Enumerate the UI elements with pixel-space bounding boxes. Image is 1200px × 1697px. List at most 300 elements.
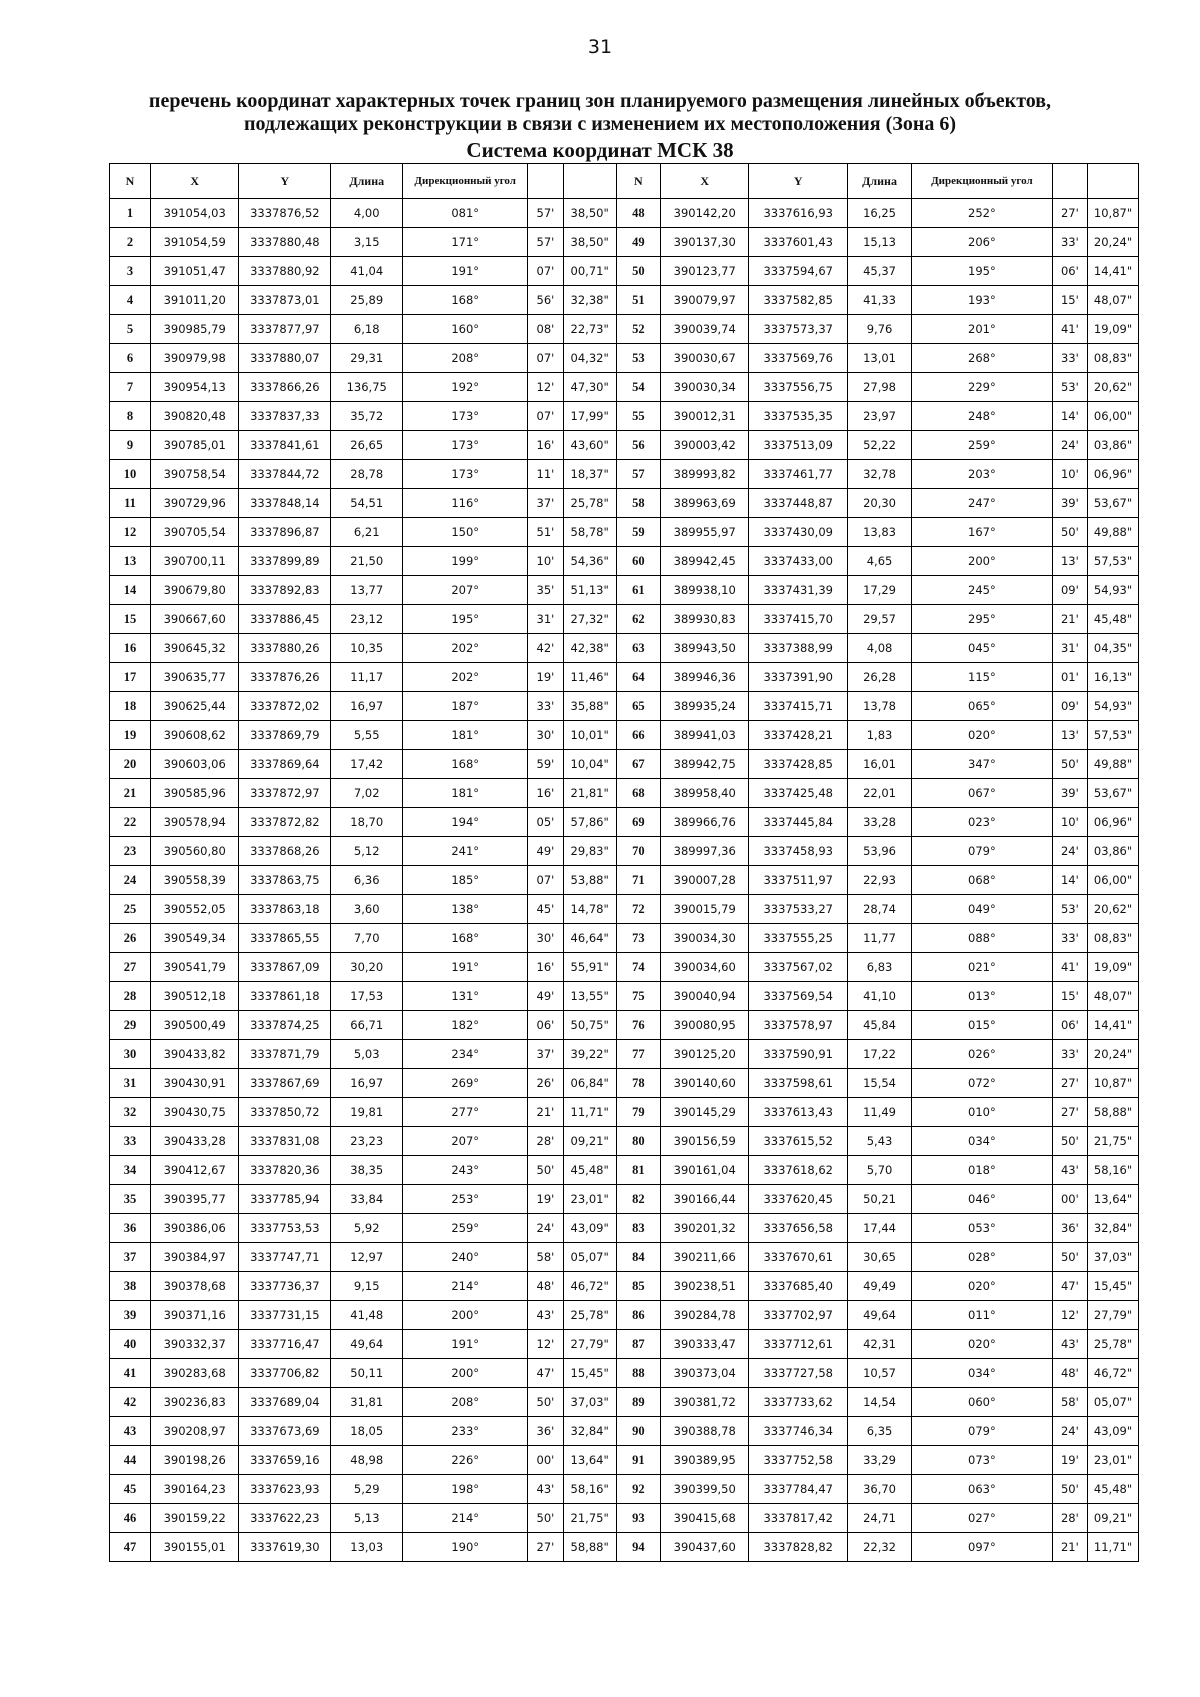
cell-n: 32 [110, 1098, 151, 1127]
cell-x: 390236,83 [150, 1388, 239, 1417]
cell-angle-seconds: 45,48" [563, 1156, 616, 1185]
cell-angle-minutes: 43' [528, 1475, 563, 1504]
cell-angle-degrees-right: 167° [912, 518, 1053, 547]
cell-angle-seconds-right: 23,01" [1088, 1446, 1139, 1475]
cell-x: 390430,75 [150, 1098, 239, 1127]
cell-x-right: 390142,20 [660, 199, 749, 228]
cell-n-right: 52 [616, 315, 660, 344]
cell-x: 390283,68 [150, 1359, 239, 1388]
cell-y: 3337844,72 [239, 460, 331, 489]
cell-angle-degrees-right: 020° [912, 1330, 1053, 1359]
cell-x: 390332,37 [150, 1330, 239, 1359]
cell-y: 3337869,64 [239, 750, 331, 779]
cell-angle-minutes-right: 09' [1052, 692, 1087, 721]
cell-y: 3337876,26 [239, 663, 331, 692]
cell-angle-degrees-right: 201° [912, 315, 1053, 344]
cell-length: 17,53 [331, 982, 403, 1011]
cell-angle-degrees-right: 021° [912, 953, 1053, 982]
cell-x: 390578,94 [150, 808, 239, 837]
table-row [110, 1069, 1139, 1098]
cell-y-right: 3337569,76 [749, 344, 847, 373]
cell-n: 28 [110, 982, 151, 1011]
cell-n-right: 53 [616, 344, 660, 373]
cell-n-right: 54 [616, 373, 660, 402]
cell-n-right: 79 [616, 1098, 660, 1127]
cell-n-right: 49 [616, 228, 660, 257]
cell-angle-degrees: 202° [403, 634, 528, 663]
cell-angle-degrees: 269° [403, 1069, 528, 1098]
cell-y-right: 3337784,47 [749, 1475, 847, 1504]
cell-n-right: 92 [616, 1475, 660, 1504]
cell-y-right: 3337425,48 [749, 779, 847, 808]
cell-x-right: 389958,40 [660, 779, 749, 808]
cell-angle-degrees: 168° [403, 286, 528, 315]
cell-x: 390758,54 [150, 460, 239, 489]
cell-length: 23,12 [331, 605, 403, 634]
cell-y: 3337689,04 [239, 1388, 331, 1417]
cell-length: 13,03 [331, 1533, 403, 1562]
cell-n-right: 67 [616, 750, 660, 779]
cell-length: 6,36 [331, 866, 403, 895]
cell-angle-minutes: 07' [528, 257, 563, 286]
cell-angle-seconds: 10,04" [563, 750, 616, 779]
cell-n: 12 [110, 518, 151, 547]
cell-n-right: 60 [616, 547, 660, 576]
cell-x-right: 389941,03 [660, 721, 749, 750]
cell-x: 390208,97 [150, 1417, 239, 1446]
cell-length: 17,42 [331, 750, 403, 779]
cell-angle-degrees: 200° [403, 1301, 528, 1330]
cell-y-right: 3337752,58 [749, 1446, 847, 1475]
cell-angle-seconds: 38,50" [563, 199, 616, 228]
cell-angle-minutes-right: 21' [1052, 605, 1087, 634]
cell-y-right: 3337670,61 [749, 1243, 847, 1272]
cell-angle-degrees-right: 013° [912, 982, 1053, 1011]
cell-x-right: 390079,97 [660, 286, 749, 315]
cell-angle-degrees: 194° [403, 808, 528, 837]
cell-angle-minutes: 26' [528, 1069, 563, 1098]
cell-n-right: 94 [616, 1533, 660, 1562]
cell-x-right: 390140,60 [660, 1069, 749, 1098]
cell-angle-seconds: 11,71" [563, 1098, 616, 1127]
cell-n-right: 65 [616, 692, 660, 721]
cell-n-right: 84 [616, 1243, 660, 1272]
cell-angle-degrees-right: 018° [912, 1156, 1053, 1185]
cell-angle-minutes: 19' [528, 663, 563, 692]
cell-angle-minutes: 12' [528, 1330, 563, 1359]
cell-y: 3337619,30 [239, 1533, 331, 1562]
cell-x: 390700,11 [150, 547, 239, 576]
cell-length: 3,15 [331, 228, 403, 257]
cell-x: 390558,39 [150, 866, 239, 895]
table-row [110, 1040, 1139, 1069]
cell-length-right: 16,25 [847, 199, 911, 228]
cell-angle-degrees-right: 079° [912, 1417, 1053, 1446]
cell-length: 35,72 [331, 402, 403, 431]
cell-n: 35 [110, 1185, 151, 1214]
header-x: X [150, 164, 239, 199]
cell-angle-minutes-right: 28' [1052, 1504, 1087, 1533]
title-line-2: подлежащих реконструкции в связи с изменением их местоположения (Зона 6) [243, 113, 957, 135]
cell-angle-seconds: 04,32" [563, 344, 616, 373]
cell-angle-minutes: 36' [528, 1417, 563, 1446]
cell-n: 44 [110, 1446, 151, 1475]
cell-angle-seconds: 22,73" [563, 315, 616, 344]
table-row [110, 895, 1139, 924]
table-row [110, 315, 1139, 344]
cell-y: 3337622,23 [239, 1504, 331, 1533]
cell-y-right: 3337598,61 [749, 1069, 847, 1098]
cell-angle-minutes: 49' [528, 837, 563, 866]
cell-length-right: 26,28 [847, 663, 911, 692]
cell-y: 3337867,69 [239, 1069, 331, 1098]
cell-y-right: 3337569,54 [749, 982, 847, 1011]
cell-angle-minutes: 57' [528, 228, 563, 257]
table-row [110, 605, 1139, 634]
cell-angle-minutes-right: 01' [1052, 663, 1087, 692]
cell-angle-seconds-right: 49,88" [1088, 518, 1139, 547]
cell-y-right: 3337535,35 [749, 402, 847, 431]
cell-angle-seconds-right: 45,48" [1088, 605, 1139, 634]
cell-n: 38 [110, 1272, 151, 1301]
cell-length: 4,00 [331, 199, 403, 228]
cell-angle-seconds: 58,16" [563, 1475, 616, 1504]
cell-n: 46 [110, 1504, 151, 1533]
cell-angle-degrees-right: 015° [912, 1011, 1053, 1040]
table-row [110, 692, 1139, 721]
cell-x: 390645,32 [150, 634, 239, 663]
table-row [110, 199, 1139, 228]
cell-angle-minutes-right: 21' [1052, 1533, 1087, 1562]
cell-angle-degrees: 208° [403, 344, 528, 373]
table-row [110, 634, 1139, 663]
cell-angle-degrees-right: 073° [912, 1446, 1053, 1475]
cell-x-right: 390373,04 [660, 1359, 749, 1388]
table-row [110, 1098, 1139, 1127]
cell-angle-seconds-right: 53,67" [1088, 779, 1139, 808]
cell-angle-minutes: 50' [528, 1388, 563, 1417]
cell-angle-degrees-right: 195° [912, 257, 1053, 286]
cell-n-right: 61 [616, 576, 660, 605]
cell-n: 41 [110, 1359, 151, 1388]
cell-angle-degrees: 214° [403, 1504, 528, 1533]
cell-n: 11 [110, 489, 151, 518]
cell-angle-seconds-right: 58,88" [1088, 1098, 1139, 1127]
cell-y: 3337868,26 [239, 837, 331, 866]
cell-angle-degrees-right: 247° [912, 489, 1053, 518]
cell-length: 10,35 [331, 634, 403, 663]
cell-angle-degrees: 187° [403, 692, 528, 721]
cell-angle-degrees-right: 206° [912, 228, 1053, 257]
cell-n-right: 83 [616, 1214, 660, 1243]
cell-angle-degrees: 226° [403, 1446, 528, 1475]
cell-angle-seconds-right: 54,93" [1088, 576, 1139, 605]
cell-n: 20 [110, 750, 151, 779]
cell-x-right: 389942,75 [660, 750, 749, 779]
cell-x: 390198,26 [150, 1446, 239, 1475]
cell-angle-degrees: 200° [403, 1359, 528, 1388]
cell-angle-degrees-right: 028° [912, 1243, 1053, 1272]
cell-length-right: 6,35 [847, 1417, 911, 1446]
cell-n-right: 55 [616, 402, 660, 431]
cell-x-right: 389938,10 [660, 576, 749, 605]
cell-y-right: 3337656,58 [749, 1214, 847, 1243]
cell-angle-seconds: 09,21" [563, 1127, 616, 1156]
cell-y: 3337736,37 [239, 1272, 331, 1301]
cell-length: 23,23 [331, 1127, 403, 1156]
header-angle-seconds [563, 164, 616, 199]
cell-angle-degrees: 173° [403, 431, 528, 460]
cell-x: 390155,01 [150, 1533, 239, 1562]
cell-angle-minutes: 49' [528, 982, 563, 1011]
cell-x-right: 389955,97 [660, 518, 749, 547]
cell-angle-seconds-right: 20,24" [1088, 1040, 1139, 1069]
cell-y: 3337731,15 [239, 1301, 331, 1330]
table-row [110, 1011, 1139, 1040]
cell-angle-seconds: 21,81" [563, 779, 616, 808]
cell-length: 66,71 [331, 1011, 403, 1040]
cell-y: 3337872,97 [239, 779, 331, 808]
cell-x: 390433,82 [150, 1040, 239, 1069]
cell-length: 21,50 [331, 547, 403, 576]
cell-angle-minutes: 45' [528, 895, 563, 924]
cell-angle-minutes: 56' [528, 286, 563, 315]
cell-y-right: 3337618,62 [749, 1156, 847, 1185]
cell-y: 3337880,26 [239, 634, 331, 663]
cell-angle-minutes: 05' [528, 808, 563, 837]
cell-x-right: 390166,44 [660, 1185, 749, 1214]
table-row [110, 721, 1139, 750]
table-row [110, 808, 1139, 837]
cell-n-right: 71 [616, 866, 660, 895]
cell-x-right: 390388,78 [660, 1417, 749, 1446]
cell-x-right: 390030,67 [660, 344, 749, 373]
cell-x-right: 390137,30 [660, 228, 749, 257]
cell-n-right: 58 [616, 489, 660, 518]
cell-angle-seconds: 43,09" [563, 1214, 616, 1243]
cell-angle-degrees: 199° [403, 547, 528, 576]
cell-y: 3337716,47 [239, 1330, 331, 1359]
cell-angle-seconds: 38,50" [563, 228, 616, 257]
cell-length-right: 22,32 [847, 1533, 911, 1562]
cell-angle-minutes: 59' [528, 750, 563, 779]
cell-x: 390705,54 [150, 518, 239, 547]
cell-n: 9 [110, 431, 151, 460]
cell-x-right: 390125,20 [660, 1040, 749, 1069]
cell-x-right: 390161,04 [660, 1156, 749, 1185]
cell-angle-seconds: 43,60" [563, 431, 616, 460]
cell-length-right: 17,44 [847, 1214, 911, 1243]
cell-x: 390625,44 [150, 692, 239, 721]
cell-y-right: 3337533,27 [749, 895, 847, 924]
cell-angle-minutes-right: 15' [1052, 286, 1087, 315]
cell-angle-degrees: 207° [403, 1127, 528, 1156]
cell-x-right: 390012,31 [660, 402, 749, 431]
cell-angle-degrees: 207° [403, 576, 528, 605]
cell-angle-minutes: 30' [528, 924, 563, 953]
cell-n: 22 [110, 808, 151, 837]
table-row [110, 924, 1139, 953]
cell-n: 13 [110, 547, 151, 576]
cell-n-right: 88 [616, 1359, 660, 1388]
cell-angle-degrees: 208° [403, 1388, 528, 1417]
cell-angle-degrees: 198° [403, 1475, 528, 1504]
cell-y: 3337850,72 [239, 1098, 331, 1127]
cell-y: 3337899,89 [239, 547, 331, 576]
cell-y: 3337861,18 [239, 982, 331, 1011]
table-row [110, 373, 1139, 402]
cell-angle-degrees-right: 067° [912, 779, 1053, 808]
cell-x: 390164,23 [150, 1475, 239, 1504]
cell-y: 3337877,97 [239, 315, 331, 344]
cell-length-right: 4,08 [847, 634, 911, 663]
cell-length-right: 10,57 [847, 1359, 911, 1388]
header-angle-minutes [528, 164, 563, 199]
cell-n-right: 91 [616, 1446, 660, 1475]
header-y: Y [239, 164, 331, 199]
cell-angle-minutes: 31' [528, 605, 563, 634]
cell-angle-seconds: 42,38" [563, 634, 616, 663]
header-angle-degrees: Дирекционный угол [403, 164, 528, 199]
cell-angle-seconds: 58,88" [563, 1533, 616, 1562]
header-n: N [110, 164, 151, 199]
cell-x-right: 390034,30 [660, 924, 749, 953]
cell-angle-minutes-right: 24' [1052, 431, 1087, 460]
cell-y: 3337848,14 [239, 489, 331, 518]
cell-x: 390560,80 [150, 837, 239, 866]
cell-angle-seconds: 13,55" [563, 982, 616, 1011]
cell-n-right: 87 [616, 1330, 660, 1359]
cell-x: 390985,79 [150, 315, 239, 344]
cell-length: 7,70 [331, 924, 403, 953]
cell-n: 36 [110, 1214, 151, 1243]
cell-x-right: 390030,34 [660, 373, 749, 402]
cell-length-right: 11,77 [847, 924, 911, 953]
cell-x: 390159,22 [150, 1504, 239, 1533]
cell-y-right: 3337613,43 [749, 1098, 847, 1127]
cell-angle-degrees-right: 245° [912, 576, 1053, 605]
cell-x-right: 389963,69 [660, 489, 749, 518]
cell-angle-seconds-right: 19,09" [1088, 315, 1139, 344]
cell-angle-minutes: 33' [528, 692, 563, 721]
cell-n: 42 [110, 1388, 151, 1417]
cell-angle-degrees-right: 115° [912, 663, 1053, 692]
cell-n: 30 [110, 1040, 151, 1069]
cell-length: 31,81 [331, 1388, 403, 1417]
cell-angle-degrees: 081° [403, 199, 528, 228]
cell-angle-minutes: 10' [528, 547, 563, 576]
cell-angle-minutes: 11' [528, 460, 563, 489]
cell-angle-minutes: 48' [528, 1272, 563, 1301]
cell-n-right: 59 [616, 518, 660, 547]
cell-length-right: 53,96 [847, 837, 911, 866]
cell-angle-minutes: 57' [528, 199, 563, 228]
cell-n-right: 72 [616, 895, 660, 924]
cell-length-right: 17,29 [847, 576, 911, 605]
cell-angle-seconds-right: 32,84" [1088, 1214, 1139, 1243]
cell-length: 29,31 [331, 344, 403, 373]
cell-length-right: 15,54 [847, 1069, 911, 1098]
cell-angle-seconds: 17,99" [563, 402, 616, 431]
cell-y-right: 3337712,61 [749, 1330, 847, 1359]
cell-angle-degrees: 253° [403, 1185, 528, 1214]
cell-angle-seconds: 54,36" [563, 547, 616, 576]
cell-length: 48,98 [331, 1446, 403, 1475]
cell-n: 24 [110, 866, 151, 895]
cell-n-right: 62 [616, 605, 660, 634]
cell-x-right: 390437,60 [660, 1533, 749, 1562]
cell-angle-minutes-right: 43' [1052, 1330, 1087, 1359]
cell-angle-degrees: 240° [403, 1243, 528, 1272]
cell-length: 9,15 [331, 1272, 403, 1301]
cell-y: 3337872,02 [239, 692, 331, 721]
cell-y-right: 3337513,09 [749, 431, 847, 460]
cell-angle-minutes: 42' [528, 634, 563, 663]
cell-y-right: 3337828,82 [749, 1533, 847, 1562]
cell-length-right: 32,78 [847, 460, 911, 489]
cell-y-right: 3337616,93 [749, 199, 847, 228]
cell-angle-degrees: 131° [403, 982, 528, 1011]
cell-angle-degrees-right: 252° [912, 199, 1053, 228]
cell-length: 41,48 [331, 1301, 403, 1330]
cell-angle-seconds-right: 27,79" [1088, 1301, 1139, 1330]
table-row [110, 1301, 1139, 1330]
cell-x: 390979,98 [150, 344, 239, 373]
cell-y: 3337876,52 [239, 199, 331, 228]
cell-x-right: 389942,45 [660, 547, 749, 576]
cell-length-right: 41,10 [847, 982, 911, 1011]
cell-angle-minutes-right: 50' [1052, 1475, 1087, 1504]
cell-angle-seconds: 57,86" [563, 808, 616, 837]
cell-y: 3337863,75 [239, 866, 331, 895]
cell-x: 390386,06 [150, 1214, 239, 1243]
cell-length-right: 5,70 [847, 1156, 911, 1185]
cell-angle-seconds: 00,71" [563, 257, 616, 286]
cell-angle-minutes-right: 39' [1052, 489, 1087, 518]
cell-n: 6 [110, 344, 151, 373]
table-row [110, 1185, 1139, 1214]
cell-y-right: 3337461,77 [749, 460, 847, 489]
cell-length-right: 6,83 [847, 953, 911, 982]
cell-n: 10 [110, 460, 151, 489]
cell-n: 34 [110, 1156, 151, 1185]
cell-length-right: 45,84 [847, 1011, 911, 1040]
cell-angle-degrees-right: 034° [912, 1127, 1053, 1156]
cell-angle-degrees-right: 026° [912, 1040, 1053, 1069]
cell-y: 3337865,55 [239, 924, 331, 953]
cell-n-right: 89 [616, 1388, 660, 1417]
cell-n-right: 80 [616, 1127, 660, 1156]
cell-n: 4 [110, 286, 151, 315]
cell-n-right: 76 [616, 1011, 660, 1040]
cell-length: 13,77 [331, 576, 403, 605]
cell-angle-minutes-right: 27' [1052, 1069, 1087, 1098]
cell-angle-seconds: 46,64" [563, 924, 616, 953]
cell-x: 390541,79 [150, 953, 239, 982]
cell-angle-minutes: 37' [528, 1040, 563, 1069]
cell-angle-degrees: 195° [403, 605, 528, 634]
cell-x-right: 390040,94 [660, 982, 749, 1011]
cell-n-right: 82 [616, 1185, 660, 1214]
cell-angle-seconds-right: 20,62" [1088, 373, 1139, 402]
cell-y: 3337747,71 [239, 1243, 331, 1272]
cell-angle-seconds-right: 14,41" [1088, 1011, 1139, 1040]
table-row [110, 1533, 1139, 1562]
cell-angle-degrees-right: 063° [912, 1475, 1053, 1504]
table-header-row [110, 164, 1139, 199]
table-row [110, 1127, 1139, 1156]
cell-y-right: 3337428,21 [749, 721, 847, 750]
